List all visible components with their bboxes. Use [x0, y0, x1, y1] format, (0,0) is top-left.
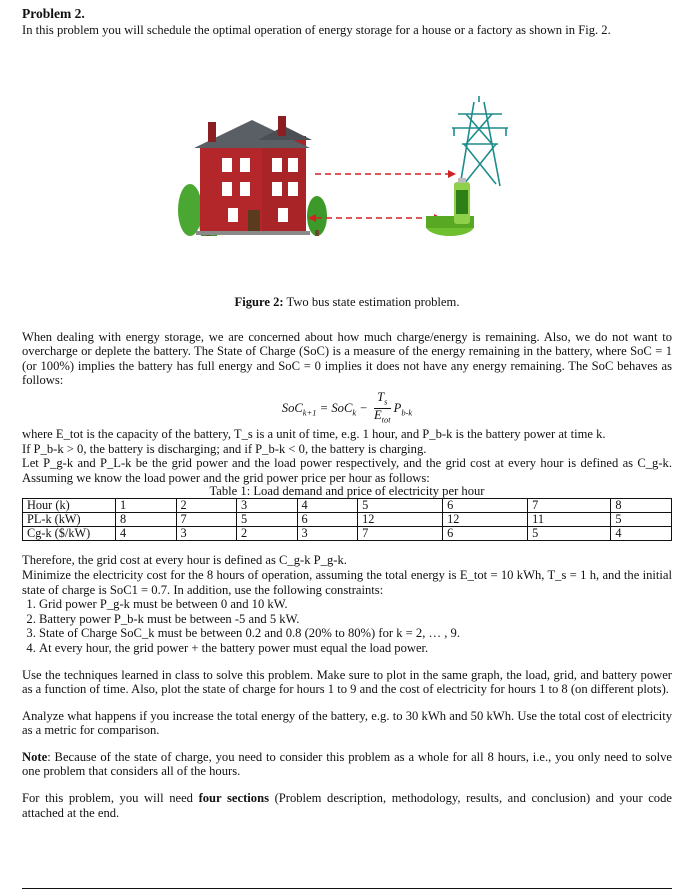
- table-row-label: Hour (k): [23, 499, 116, 513]
- para3-line-2: Minimize the electricity cost for the 8 hours of operation, assuming the total energy is E_tot = 10 kWh, T_s = 1 h, and the initial state of charge is SoC1 = 0.7. In addition, use the following constraints:: [22, 567, 672, 597]
- formula-num-sub: s: [384, 396, 388, 407]
- table-cell: 12: [443, 513, 528, 527]
- table-row: [23, 513, 672, 527]
- sections-post: (Problem description, methodology, results, and conclusion) and your code attached at the end.: [22, 791, 672, 820]
- formula-tail: P: [393, 400, 402, 415]
- battery-icon: [426, 178, 474, 236]
- figure-caption-text: Two bus state estimation problem.: [283, 294, 460, 309]
- para2-line-2: If P_b-k > 0, the battery is discharging; and if P_b-k < 0, the battery is charging.: [22, 441, 427, 456]
- sections-bold: four sections: [198, 791, 269, 806]
- table-caption: Table 1: Load demand and price of electricity per hour: [209, 484, 485, 499]
- sections-paragraph: [22, 791, 672, 820]
- formula-num: T: [377, 389, 385, 404]
- table-cell: 8: [611, 499, 672, 513]
- para3-line-1: Therefore, the grid cost at every hour is defined as C_g-k P_g-k.: [22, 553, 347, 568]
- figure-caption-label: Figure 2:: [234, 294, 284, 309]
- load-price-table: [22, 498, 672, 541]
- table-cell: 5: [237, 513, 298, 527]
- table-row-label: PL-k (kW): [23, 513, 116, 527]
- table-cell: 11: [528, 513, 611, 527]
- table-row: [23, 499, 672, 513]
- table-cell: 4: [297, 499, 358, 513]
- formula-minus: −: [356, 400, 371, 415]
- analysis-paragraph: Analyze what happens if you increase the total energy of the battery, e.g. to 30 kWh and 50 kWh. Use the total cost of electricity as a metric for comparison.: [22, 708, 672, 738]
- table-cell: 7: [528, 499, 611, 513]
- note-label: Note: [22, 749, 48, 764]
- para2-line-1: where E_tot is the capacity of the battery, T_s is a unit of time, e.g. 1 hour, and P_b-k is the battery power at time k.: [22, 426, 606, 441]
- table-cell: 1: [116, 499, 177, 513]
- formula-lhs: SoC: [281, 400, 303, 415]
- table-cell: 5: [358, 499, 443, 513]
- formula-lhs-sub: k+1: [302, 407, 317, 418]
- list-item: 3. State of Charge SoC_k must be between 0.2 and 0.8 (20% to 80%) for k = 2, … , 9.: [39, 626, 672, 641]
- formula-eq-sub: k: [352, 407, 357, 418]
- table-cell: 5: [528, 527, 611, 541]
- figure-2: [22, 40, 672, 309]
- table-cell: 6: [443, 499, 528, 513]
- formula-den-sub: tot: [381, 415, 391, 425]
- house-icon: [194, 116, 312, 235]
- arrow-house-to-grid: [315, 170, 456, 178]
- formula-den: E: [373, 408, 382, 423]
- table-cell: 4: [611, 527, 672, 541]
- formula-tail-sub: b-k: [401, 407, 413, 418]
- note-paragraph: [22, 750, 672, 779]
- list-item: 1. Grid power P_g-k must be between 0 and 10 kW.: [39, 597, 672, 612]
- table-cell: 7: [358, 527, 443, 541]
- transmission-tower-icon: [452, 96, 508, 186]
- arrow-house-to-battery: [308, 214, 442, 222]
- intro-paragraph: In this problem you will schedule the optimal operation of energy storage for a house or a factory as shown in Fig. 2.: [22, 23, 611, 37]
- table-cell: 8: [116, 513, 177, 527]
- bottom-rule: [22, 888, 672, 889]
- formula-eq: = SoC: [316, 400, 353, 415]
- note-text: : Because of the state of charge, you need to consider this problem as a whole for all 8 hours, i.e., you only need to solve one problem that considers all of the hours.: [22, 749, 672, 779]
- list-item: 4. At every hour, the grid power + the battery power must equal the load power.: [39, 641, 672, 656]
- tree-right-icon: [307, 196, 327, 236]
- table-row-label: Cg-k ($/kW): [23, 527, 116, 541]
- constraints-list: [22, 597, 672, 655]
- table-cell: 3: [237, 499, 298, 513]
- soc-paragraph: When dealing with energy storage, we are concerned about how much charge/energy is remaining. Also, we do not want to overcharge or deplete the battery. The State of Charge (SoC) is a measure of the energy remaining in the battery, where SoC = 1 (or 100%) implies the battery has full energy and SoC = 0 implies it does not have any energy remaining. The SoC behaves as follows:: [22, 329, 672, 388]
- document-page: [22, 6, 672, 820]
- table-cell: 5: [611, 513, 672, 527]
- table-cell: 6: [297, 513, 358, 527]
- table-cell: 3: [297, 527, 358, 541]
- table-cell: 2: [176, 499, 237, 513]
- table-cell: 3: [176, 527, 237, 541]
- table-cell: 6: [443, 527, 528, 541]
- list-item: 2. Battery power P_b-k must be between -5 and 5 kW.: [39, 612, 672, 627]
- table-row: [23, 527, 672, 541]
- table-cell: 4: [116, 527, 177, 541]
- problem-title: Problem 2.: [22, 6, 85, 21]
- table-cell: 2: [237, 527, 298, 541]
- figure-caption: [22, 295, 672, 310]
- para2-line-3: Let P_g-k and P_L-k be the grid power and the load power respectively, and the grid cost at every hour is defined as C_g-k. Assuming we know the load power and the grid power price per hour as follows:: [22, 456, 672, 485]
- plot-instructions-paragraph: Use the techniques learned in class to solve this problem. Make sure to plot in the same graph, the load, grid, and battery power as a function of time. Also, plot the state of charge for hours 1 to 9 and the cost of electricity for hours 1 to 8 (on different plots).: [22, 667, 672, 697]
- sections-pre: For this problem, you will need: [22, 791, 199, 806]
- table-cell: 12: [358, 513, 443, 527]
- figure-illustration: [22, 40, 672, 236]
- formula-fraction: [374, 391, 391, 427]
- table-cell: 7: [176, 513, 237, 527]
- soc-formula: [22, 391, 672, 425]
